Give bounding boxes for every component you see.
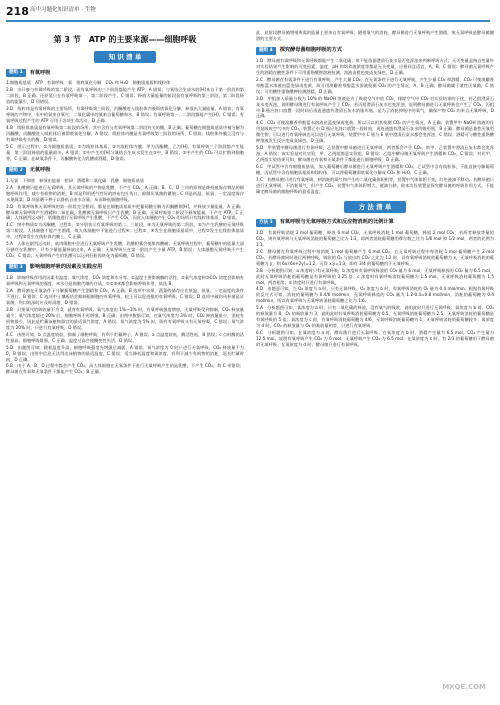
question-group-title: 探究酵母菌细胞呼吸的方式 <box>279 47 342 54</box>
left-column <box>6 30 244 695</box>
answer-paragraph: 1.D 酵母菌有氧呼吸和无氧呼吸都能产生二氧化碳，故不能依据澄清石灰水是否变浑浊来判断呼吸方式；无关变量是指自变量外对实验结果产生影响的可变因素，温度、pH 和培养液浓度等都是无关变量，应相同且适宜，A、B、C 错误；酵母菌无氧呼吸产生的酒精在酸性条件下可用重铬酸钾溶液检测，溶液由橙色变成灰绿色，D 正确。 <box>256 57 494 75</box>
answer-paragraph: 7.C 若酵母菌只进行有氧呼吸，则消耗的氧气和产生的二氧化碳体积相等，装置中气体体积不变，红色液滴不移动；若酵母菌只进行无氧呼吸，不消耗氧气，但产生 CO₂，装置中气体体积增大，液滴右移，故本实验装置是探究酵母菌的呼吸作用方式，不能确定酵母菌的细胞呼吸的最适温度。 <box>256 177 494 194</box>
question-group-label: 题组 4 <box>256 47 276 55</box>
answer-paragraph: 5.D 由题图可知，随着温度升高，细胞呼吸强度先增强后减弱，A 错误；氧气浓度为 0 时只进行无氧呼吸，CO₂ 释放量不为 0，B 错误；由图中信息无法得出该植物的最适温度，C 错误；适当降低温度和氧浓度，有利于减少有机物的消耗，延长贮藏时间，D 正确。 <box>6 344 244 362</box>
question-group-title: 有氧呼吸与无氧呼吸方式和反应物消耗的比例计算 <box>279 219 394 226</box>
answer-paragraph: 3.B 只要氧气的吸收量不为 0，就有有氧呼吸。氧气浓度由 1%～3% 时，有氧呼吸强度增加，无氧呼吸受到抑制，CO₂ 释放量减少；氧气浓度超过 20% 后，细胞呼吸不再增强，B 正确；由图中数据可知，在氧气浓度为 3% 时，CO₂ 释放量最少，消耗有机物最少，因此是贮藏该植物器官的最适氧气浓度，A 错误；氧气浓度为 5% 时，既有有氧呼吸又有无氧呼吸，C 错误；氧气浓度为 20% 时，只进行有氧呼吸，D 错误。 <box>6 306 244 330</box>
answer-paragraph: 3.B 分析题图可知，a 浓度时只有无氧呼吸，b 浓度时有氧呼吸释放的 CO₂ 量为 6 mol，无氧呼吸释放的 CO₂ 量为 6.5 mol，此时无氧呼吸消耗的葡萄糖是有氧呼吸的 3.25 倍；c 浓度时有氧呼吸消耗葡萄糖为 1.5 mol，无氧呼吸消耗葡萄糖为 1.5 mol，两者相等；d 浓度时只进行有氧呼吸。 <box>256 267 494 285</box>
answer-paragraph: 6.C 甲试管中含有细胞质基质，加入葡萄糖后酵母菌进行无氧呼吸产生酒精和 CO₂，乙试管中含有线粒体，不能直接分解葡萄糖，丙试管中含有细胞质基质和线粒体，可以将葡萄糖彻底氧化分解成 CO₂ 和 H₂O，C 正确。 <box>256 164 494 176</box>
question-group-label: 题组 3 <box>6 264 26 272</box>
section-title: 第 3 节 ATP 的主要来源——细胞呼吸 <box>53 35 197 44</box>
right-intro <box>256 30 494 42</box>
answer-paragraph: 4.C CO₂ 可使溴麝香草酚蓝水溶液由蓝变绿再变黄，所以可以用其检测 CO₂ 的产生情况，A 正确；装置甲中 NaOH 溶液的作用是吸收空气中的 CO₂，装置乙中 D 瓶应先封口放置一段时间，再连通盛有澄清石灰水的锥形瓶，B 正确；酵母菌是兼性厌氧型微生物，可以进行有氧呼吸也可以进行无氧呼吸，装置甲中 C 瓶与 E 瓶中澄清石灰水都会变浑浊，C 错误；酒精可与酸性重铬酸钾溶液发生反应变成灰绿色，D 正确。 <box>256 120 494 144</box>
question-group-title: 无氧呼吸 <box>29 167 51 174</box>
answer-paragraph: 4.C 图中物质①为丙酮酸，过程②、③分别表示有氧呼吸的第二、三阶段，④为无氧呼吸的第二阶段，⑤为产生乳酸的无氧呼吸第二阶段。人体细胞不能产生酒精，故人体细胞中不能进行过程④；过程①、④发生在细胞质基质中，过程②发生在线粒体基质中，过程③发生在线粒体内膜上，C 正确。 <box>6 222 244 240</box>
answer-paragraph: 6.B 由于 A、B、D 过程中都会产生 CO₂，而人体细胞在无氧条件下进行无氧呼吸产生的是乳酸，不产生 CO₂，故 C 项错误；酵母菌在有氧和无氧条件下都能产生 CO₂，B 正确。 <box>6 363 244 375</box>
left-question-groups <box>6 69 244 375</box>
knowledge-list-banner: 知 识 清 单 <box>94 51 156 63</box>
answer-paragraph: 2.A 乳酸菌只能进行无氧呼吸，其无氧呼吸的产物是乳酸，不产生 CO₂，A 正确；B、C、D 三项的原理是降低被保存物品的细胞呼吸作用，减少有机物的消耗，B 项是利用透气性好的纱布包扎伤口，抑制厌氧菌的繁殖；C 项是低温、低氧、一定湿度保存水果蔬菜；D 项是晒干种子以降低自由水含量，从而降低细胞呼吸。 <box>6 184 244 202</box>
answer-paragraph: 2.A 酵母菌在无氧条件下分解葡萄糖产生酒精和 CO₂，A 正确；B 选项中水果、蔬菜的储存应在低温、低氧、一定湿度的条件下进行，B 错误；C 选项中土壤板结会抑制根细胞的有氧呼吸，松土可以促进根的有氧呼吸，C 错误；D 选项中破伤风杆菌是厌氧菌，伤口较深时应及时清理，D 错误。 <box>6 288 244 305</box>
watermark-logo: MXQE.COM <box>442 683 486 692</box>
method-list-banner: 方 法 清 单 <box>344 201 406 213</box>
page-header <box>0 0 500 24</box>
question-group-header <box>6 167 244 175</box>
method-group <box>256 219 494 348</box>
answer-paragraph: 5.C 图示过程中，①为细胞质基质，②为线粒体基质，③为线粒体内膜；甲为丙酮酸，乙为[H]。有氧呼吸三个阶段都产生能量，第三阶段释放的能量最多，A 错误；①中产生的[H]与氧结合生成水发生在③中，B 错误；②中产生的 CO₂ 可以扩散到细胞外，C 正确；在缺氧条件下，丙酮酸转化为乳酸或酒精，D 错误。 <box>6 143 244 161</box>
question-group-label: 题组 1 <box>6 69 26 77</box>
answer-paragraph: 4.C 由图可知，b 点温度较低，抑制了细胞呼吸，有利于贮藏种子，A 错误；a 点温度较低，酶活性低，B 错误；c 点时酶的活性最高，细胞呼吸最强，C 正确；温度过高会使酶变性失活，D 错误。 <box>6 331 244 343</box>
question-group-header <box>6 264 244 272</box>
page-number: 218 <box>6 5 29 18</box>
question-group-label: 题组 2 <box>6 167 26 175</box>
header-rule <box>6 20 490 22</box>
answer-paragraph: 3.D 甲组加入质量分数为 10% 的 NaOH 溶液是为了吸收空气中的 CO₂，排除空气中 CO₂ 对实验结果的干扰，若乙组澄清石灰水变浑浊，说明酵母菌进行有氧呼吸产生了 CO₂，若丙组澄清石灰水也变浑浊，说明酵母菌进行无氧呼吸也产生了 CO₂，丙组中 B 瓶应封口放置一段时间后再连通盛有澄清石灰水的锥形瓶，是为了消耗掉瓶中的氧气，确保产物 CO₂ 均来自无氧呼吸，D 正确。 <box>256 95 494 119</box>
continued-paragraph: 此，此阶段酵母菌增殖所需的能量主要来自有氧呼吸；随着氧气的消耗，酵母菌进行无氧呼吸产生酒精，故无氧呼吸是酵母菌酿酒的主要方式。 <box>256 30 494 41</box>
answer-paragraph: 5.A 人体在剧烈运动时，肌肉细胞中会进行无氧呼吸产生乳酸，乳酸积累会使肌肉酸痛；无氧呼吸过程中，葡萄糖中的能量大部分储存在乳酸中，只有少量能量释放出来，A 正确；无氧呼吸只在第一阶段产生少量 ATP，B 错误；人体细胞无氧呼吸不产生 CO₂，C 错误；无氧呼吸产生的乳酸可以运到肝脏再转化为葡萄糖，D 错误。 <box>6 241 244 259</box>
answer-paragraph: 2.C 酵母菌在有氧呼吸过程中每消耗 1 mol 葡萄糖产生 6 mol CO₂，在无氧呼吸过程中每消耗 1 mol 葡萄糖产生 2 mol CO₂，若酵母菌同时进行两种呼吸，吸收的 O₂ 与放出的 CO₂ 之比为 1∶2 时，设有氧呼吸消耗的葡萄糖为 x，无氧呼吸消耗的葡萄糖为 y，则 6x∶(6x+2y)=1∶2，可得 x∶y=1∶3，即有 3/4 的葡萄糖用于无氧呼吸。 <box>256 248 494 266</box>
answer-paragraph: 4.B 线粒体基质是有氧呼吸第二阶段的场所，其中含有与有氧呼吸第二阶段有关的酶，B 正确；葡萄糖在细胞质基质中被分解为丙酮酸，丙酮酸进入线粒体后被彻底氧化分解，A 错误；线粒体内膜是有氧呼吸第三阶段的场所，C 错误；线粒体外膜上没有与有氧呼吸有关的酶，D 错误。 <box>6 125 244 142</box>
answer-paragraph: 2.B 水只参与有氧呼吸的第二阶段，而有氧呼吸的三个阶段都能产生 ATP，A 错误；与氧结合生成水的[H]来自于第一阶段和第二阶段，B 正确；还原氢只在有氧呼吸第一、第二阶段产生，C 错误；释放大量能量的阶段是有氧呼吸的第三阶段，第二阶段释放的能量少，D 项错误。 <box>6 87 244 105</box>
right-column <box>256 30 494 695</box>
question-group-label: 方法 1 <box>256 219 276 227</box>
answer-paragraph: 4.D 由题意可知，当 O₂ 浓度为 a 时，只有无氧呼吸，O₂ 浓度为 b 时，有氧呼吸消耗的 O₂ 量为 0.4 mol/min，根据有氧呼吸的反应式可知，消耗的葡萄糖为 0.4/6 mol/min，无氧呼吸释放的 CO₂ 量为 1.2-0.4=0.8 mol/min，消耗的葡萄糖为 0.4 mol/min，所以有氧呼吸与无氧呼吸消耗葡萄糖之比为 1∶6。 <box>256 286 494 304</box>
book-title: 高中习题化知识清单 · 生物 <box>30 7 96 13</box>
answer-paragraph: 3.D 线粒体是有氧呼吸的主要场所，有氧呼吸第三阶段，丙酮酸进入线粒体内被彻底氧化分解，释放出大量能量，A 错误；有氧呼吸的产物中，水中的氧来自氧气，二氧化碳中的氧来自葡萄糖和水，B 错误；有氧呼吸第一、二阶段都能产生[H]，C 错误；有氧呼吸过程产生的 ATP 可用于各项生命活动，D 正确。 <box>6 106 244 124</box>
answer-paragraph: 1.细胞质基质 ATP 有氧呼吸 氧 彻底氧化分解 CO₂ 和 H₂O 细胞质基质和线粒体 <box>6 80 171 86</box>
right-question-groups <box>256 47 494 195</box>
question-group-header <box>6 69 244 77</box>
answer-paragraph: 6.C 分析题图可知，在氧浓度为 a 时，酵母菌只进行无氧呼吸；在氧浓度为 b 时，酒精产生量为 6.5 mol，CO₂ 产生量为 12.5 mol，说明有氧呼吸产生 CO₂ 为 6 mol，无氧呼吸产生 CO₂ 为 6.5 mol；在氧浓度为 c 时，有 2/3 的葡萄糖用于酵母菌的无氧呼吸；在氧浓度为 d 时，酵母菌只进行有氧呼吸。 <box>256 330 494 348</box>
answer-paragraph: 1.无氧 不彻底 释放出能量 相同 酒精和二氧化碳 乳酸 细胞质基质 <box>6 177 144 183</box>
answer-paragraph: 1.D 有氧呼吸消耗 1 mol 葡萄糖，释放 6 mol CO₂，无氧呼吸消耗 1 mol 葡萄糖，释放 2 mol CO₂，若两者释放等量的 CO₂，则有氧呼吸与无氧呼吸消耗的葡萄糖之比为 1∶3，即两者消耗葡萄糖的摩尔数之比为 1/6 mol 和 1/2 mol，两者的比例为 1∶3。 <box>256 229 494 247</box>
answer-paragraph: 5.D 甲装置中酵母菌进行有氧呼吸，乙装置中酵母菌进行无氧呼吸，两者都会产生 CO₂，故甲、乙装置中澄清石灰水都会变浑浊，A 错误；该实验是对比实验，甲、乙两组都是实验组，B 错误；乙组中酵母菌无氧呼吸产生酒精和 CO₂，C 错误；对比甲、乙两组实验结果可知，酵母菌在有氧和无氧条件下都能进行细胞呼吸，D 正确。 <box>256 145 494 163</box>
answer-paragraph: 1.B 影响呼吸作用的因素有温度、氧气浓度、CO₂ 浓度和水分等。①温度主要影响酶的活性，②氧气浓度和③CO₂ 浓度会影响有氧呼吸和无氧呼吸的强度，④水分是细胞代谢的介质，①②③④都会影响呼吸作用，故选 B。 <box>6 275 244 287</box>
question-group-title: 影响细胞呼吸的因素及实践应用 <box>29 264 103 271</box>
answer-paragraph: 3.D 有氧呼吸和无氧呼吸的第一阶段完全相同，都是在细胞质基质中把葡萄糖分解为丙酮酸和[H]，并释放少量能量，A 正确；酵母菌无氧呼吸产生酒精和二氧化碳，乳酸菌无氧呼吸只产生乳酸，B 正确；无氧呼吸第二阶段不释放能量，不产生 ATP，C 正确；人体剧烈运动时，肌细胞进行无氧呼吸产生乳酸，不产生 CO₂，因此人体细胞产生 CO₂ 的场所只有线粒体基质，D 错误。 <box>6 203 244 221</box>
answer-paragraph: 2.C 酵母菌在有氧条件下进行有氧呼吸，产生大量 CO₂，在无氧条件下进行无氧呼吸，产生少量 CO₂ 和酒精，CO₂ 可使溴麝香草酚蓝水溶液由蓝变绿再变黄，故可用溴麝香草酚蓝水溶液检测 CO₂ 的产生情况，A、B 正确；酵母菌属于兼性厌氧菌，C 错误；可用酸性重铬酸钾检测酒精，D 正确。 <box>256 76 494 94</box>
question-group-title: 有氧呼吸 <box>29 69 51 76</box>
question-group-header <box>256 219 494 227</box>
answer-paragraph: 5.A 分析题图可知，氧浓度为 a 时，只有二氧化碳的释放，没有氧气的吸收，说明此时只进行无氧呼吸；氧浓度为 b 时，CO₂ 的释放量为 8，O₂ 的吸收量为 3，说明此时有氧呼吸消耗葡萄糖为 0.5，无氧呼吸消耗葡萄糖为 2.5，无氧呼吸消耗的葡萄糖是有氧呼吸的 5 倍；氧浓度为 c 时，有氧呼吸消耗葡萄糖为 4/6，无氧呼吸消耗葡萄糖为 1，无氧呼吸消耗的葡萄糖较多；氧浓度为 d 时，CO₂ 的释放量与 O₂ 的吸收量相等，只进行有氧呼吸。 <box>256 305 494 329</box>
question-group-header <box>256 47 494 55</box>
